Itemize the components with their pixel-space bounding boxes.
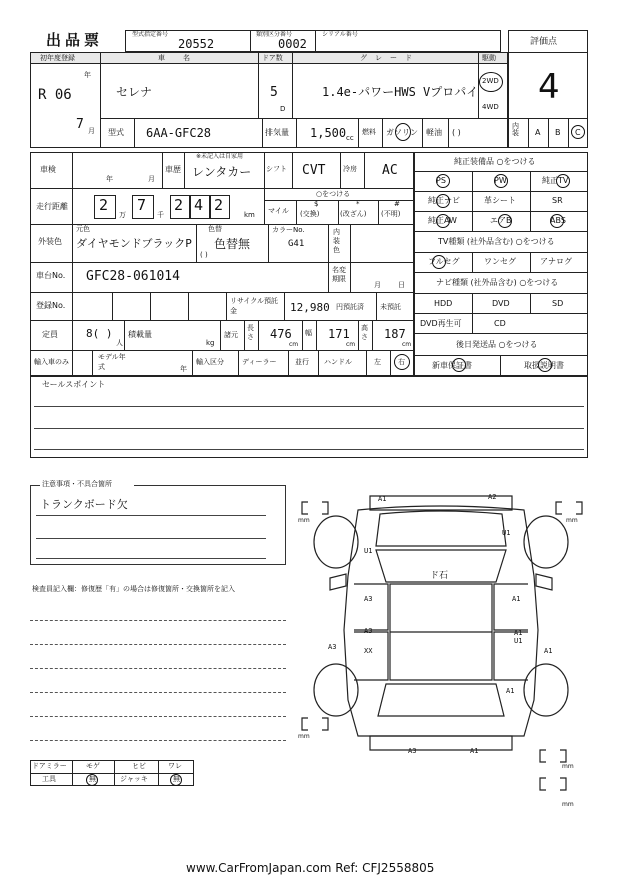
capacity-label: 定員	[42, 330, 58, 339]
equip-abs: ABS	[550, 216, 566, 225]
navi-dvd: DVD	[492, 299, 510, 308]
tv-analog: アナログ	[540, 257, 572, 266]
height-value: 187	[384, 327, 406, 341]
import-parallel: 並行	[295, 358, 309, 366]
navi-type-title: ナビ種類 (社外品含む) ○をつける	[436, 278, 559, 287]
chassis-number: GFC28-061014	[86, 269, 180, 284]
mileage-digit-5: 2	[214, 196, 224, 214]
color-change-value: 色替無	[214, 237, 251, 251]
mileage-digit-1: 2	[99, 196, 109, 214]
equipment-title: 純正装備品 ○をつける	[454, 157, 536, 166]
equip-ps: PS	[436, 176, 446, 185]
interior-color-label: 内装色	[333, 228, 340, 254]
spec-block	[30, 152, 414, 376]
katashiki-label: 型式指定番号	[132, 31, 169, 38]
later-warranty: 新車保証書	[432, 361, 472, 370]
damage-a3-left-rear-door: A3	[364, 627, 373, 635]
katashiki-value: 20552	[178, 37, 215, 51]
navi-cd: CD	[494, 319, 506, 328]
sales-point-label: セールスポイント	[42, 380, 106, 389]
import-label: 輸入車のみ	[34, 358, 69, 366]
shaken-label: 車検	[40, 165, 56, 174]
evaluation-label: 評価点	[530, 37, 558, 47]
length-value: 476	[270, 327, 292, 341]
damage-a1-right-front-door: A1	[512, 595, 521, 603]
fuel-diesel: 軽油	[426, 128, 442, 137]
mm-label-rear-left: mm	[298, 733, 310, 740]
original-color-value: ダイヤモンドブラックP	[76, 237, 192, 250]
interior-grade-c-circle	[571, 125, 585, 139]
serial-label: シリアル番号	[322, 31, 358, 38]
capacity-value: 8( )	[86, 327, 113, 340]
later-manual: 取扱説明書	[524, 361, 564, 370]
sales-point-box	[30, 376, 588, 458]
equip-pw: PW	[494, 176, 507, 185]
evaluation-score: 4	[538, 67, 560, 107]
mileage-digit-3: 2	[174, 196, 184, 214]
equip-tv: 純正TV	[542, 176, 569, 185]
equip-navi: 純正ナビ	[428, 196, 460, 205]
recycle-not-deposited: 未預託	[380, 303, 401, 311]
damage-a1-right-quarter: A1	[544, 647, 553, 655]
mirror-hibi: ヒビ	[132, 762, 146, 770]
width-value: 171	[328, 327, 350, 341]
color-label: 外装色	[38, 237, 62, 246]
fuel-label: 燃料	[362, 128, 376, 136]
ruibetsu-value: 0002	[278, 37, 307, 51]
mileage-label: 走行距離	[36, 202, 68, 211]
footer-reference: www.CarFromJapan.com Ref: CFJ2558805	[186, 861, 435, 875]
mm-label-front-right: mm	[566, 517, 578, 524]
notes-title: 注意事項・不具合箇所	[42, 480, 112, 488]
damage-a1-front-bumper: A1	[378, 495, 387, 503]
damage-windshield: ド石	[430, 571, 449, 581]
registration-label: 登録No.	[36, 301, 66, 310]
doors-value: 5	[270, 85, 278, 100]
later-items-title: 後日発送品 ○をつける	[456, 340, 538, 349]
unknown-option: (不明)	[381, 210, 401, 218]
damage-a3-left-quarter: A3	[328, 643, 337, 651]
equip-airbag: エアB	[490, 216, 512, 225]
damage-u1-front-right: U1	[502, 529, 511, 537]
shift-value: CVT	[302, 163, 326, 178]
handle-left: 左	[374, 358, 381, 366]
recycle-value: 12,980	[290, 301, 330, 314]
first-reg-label: 初年度登録	[40, 54, 75, 62]
modified-option: (改ざん)	[340, 210, 367, 218]
equip-leather: 革シート	[484, 196, 516, 205]
chassis-label: 車台No.	[36, 271, 66, 280]
drive-2wd: 2WD	[482, 77, 499, 85]
fuel-gasoline-circle	[395, 123, 411, 141]
tv-type-title: TV種類 (社外品含む) ○をつける	[438, 237, 555, 246]
mirror-ware: ワレ	[168, 762, 182, 770]
recycle-label: リサイクル預託金	[230, 297, 279, 315]
car-name-value: セレナ	[116, 85, 153, 99]
exchange-option: (交換)	[300, 210, 320, 218]
interior-grade-label: 内装	[512, 122, 519, 137]
drive-2wd-circle	[479, 72, 503, 92]
damage-a3-rear-bumper: A3	[408, 747, 417, 755]
handle-right: 右	[398, 358, 405, 366]
color-code-value: G41	[288, 239, 305, 249]
model-label: 型式	[108, 128, 124, 137]
tv-fullseg: フルセグ	[428, 257, 460, 266]
damage-a2-front-bumper: A2	[488, 493, 497, 501]
displacement-label: 排気量	[265, 128, 289, 137]
history-value: レンタカー	[192, 165, 252, 179]
tools-none: 無	[89, 775, 96, 783]
mileage-digit-4: 4	[194, 196, 204, 214]
equip-sr: SR	[552, 196, 563, 205]
form-title: 出品票	[46, 31, 104, 49]
damage-u1-right-rear-door: U1	[514, 637, 523, 645]
model-value: 6AA-GFC28	[146, 126, 212, 140]
handle-right-circle	[394, 354, 410, 370]
equip-aw: 純正AW	[428, 216, 457, 225]
mile-option: マイル	[268, 207, 289, 215]
mm-label-rear-right-2: mm	[562, 801, 574, 808]
displacement-value: 1,500	[310, 126, 347, 140]
damage-a3-left-front-door: A3	[364, 595, 373, 603]
grade-label: グレード	[360, 54, 420, 62]
damage-xx-left-rear: XX	[364, 647, 373, 655]
load-label: 積載量	[128, 330, 152, 339]
drive-label: 駆動	[482, 54, 496, 62]
mm-label-front-left: mm	[298, 517, 310, 524]
navi-hdd: HDD	[434, 299, 453, 308]
navi-sd: SD	[552, 299, 564, 308]
history-label: 車歴	[165, 165, 181, 174]
ac-label: 冷房	[343, 165, 357, 173]
ac-value: AC	[382, 163, 398, 178]
import-dealer: ディーラー	[242, 358, 277, 366]
first-reg-era: R 06	[38, 87, 72, 103]
jack-none: 無	[173, 775, 180, 783]
damage-a1-right-rear: A1	[506, 687, 515, 695]
damage-a1-rear-bumper: A1	[470, 747, 479, 755]
inspector-note-label: 検査員記入欄：修復歴「有」の場合は修復箇所・交換箇所を記入	[32, 585, 235, 593]
notes-line-1: トランクボード欠	[40, 498, 128, 511]
damage-u1-front-left: U1	[364, 547, 373, 555]
drive-4wd: 4WD	[482, 103, 499, 111]
damage-a1-right-rear-door: A1	[514, 629, 523, 637]
mm-label-rear-right-1: mm	[562, 763, 574, 770]
fuel-gasoline: ガソリン	[386, 128, 418, 137]
grade-value: 1.4e-パワーHWS Vプロパイ	[322, 85, 479, 99]
doors-label: ドア数	[262, 54, 283, 62]
ruibetsu-label: 類別区分番号	[256, 31, 293, 38]
mirror-mogi: モゲ	[86, 762, 100, 770]
car-name-label: 車名	[158, 54, 208, 62]
tv-oneseg: ワンセグ	[484, 257, 516, 266]
navi-dvd-play: DVD再生可	[420, 319, 462, 328]
mileage-digit-2: 7	[137, 196, 147, 214]
first-reg-month: 7	[76, 117, 84, 132]
shift-label: シフト	[266, 165, 287, 173]
